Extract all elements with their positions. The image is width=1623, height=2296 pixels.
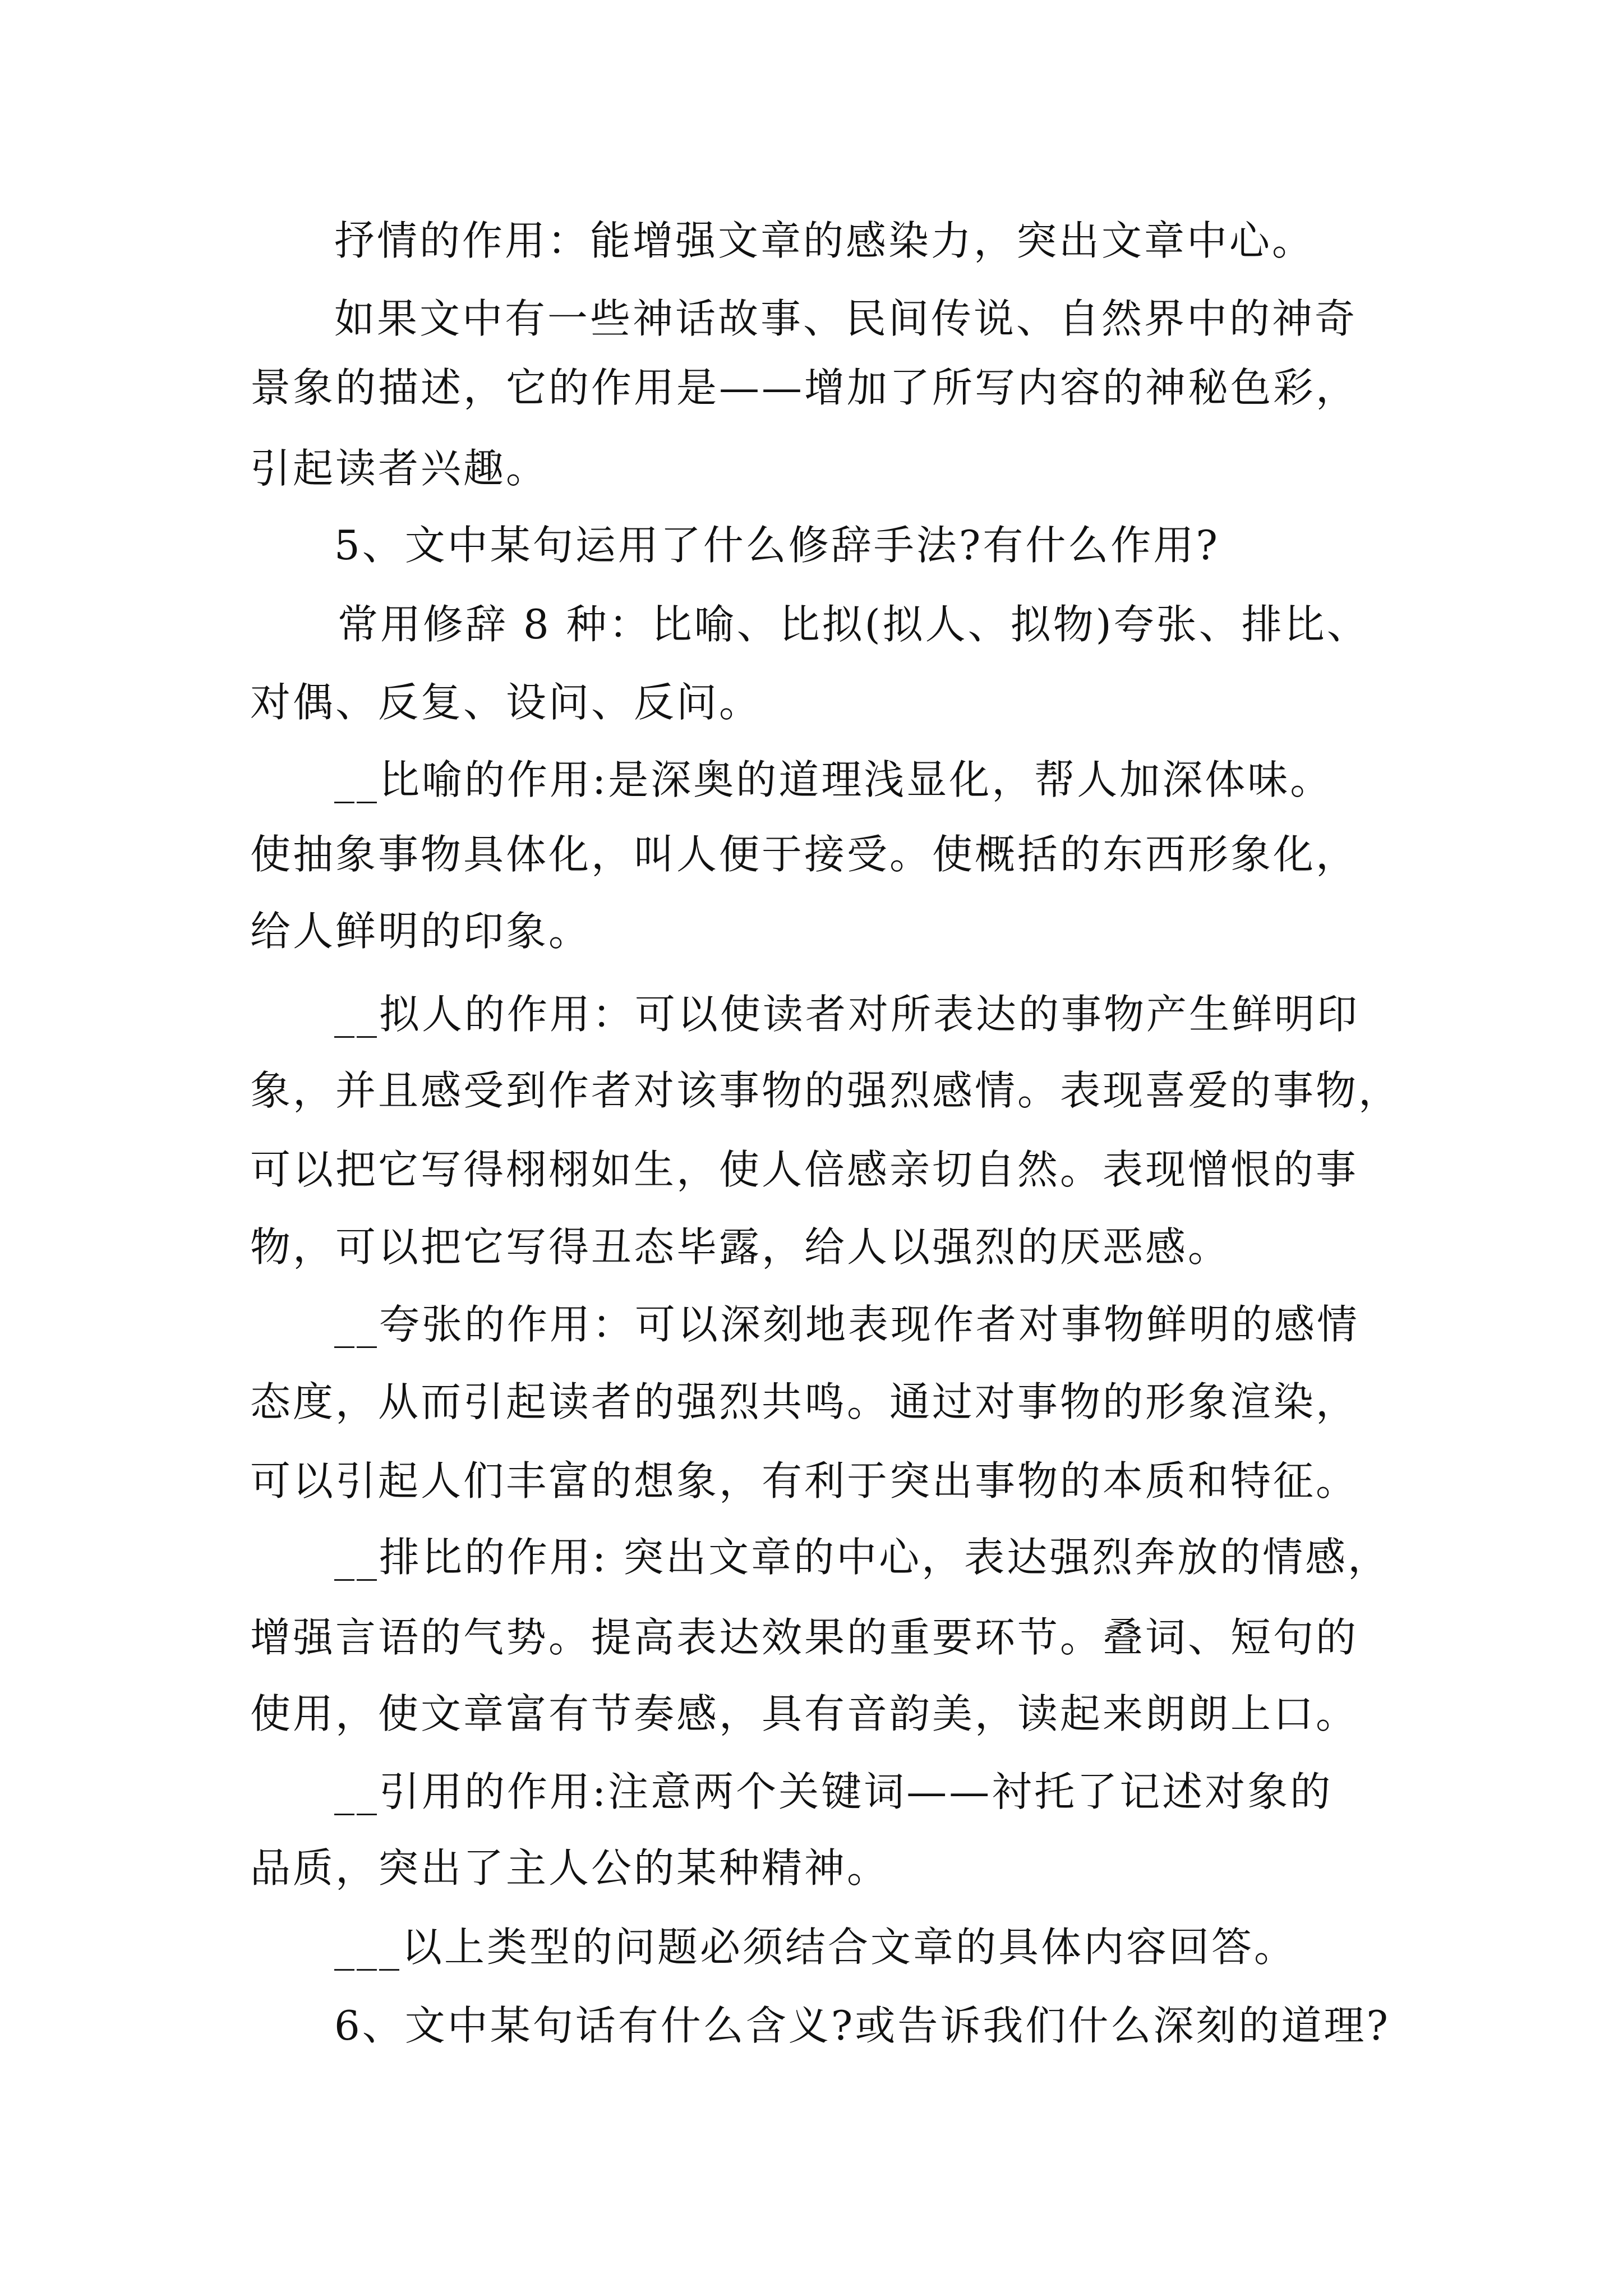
text-line: __比喻的作用:是深奥的道理浅显化，帮人加深体味。	[334, 756, 1333, 803]
text-line: 引起读者兴趣。	[250, 445, 549, 492]
text-line: __引用的作用:注意两个关键词——衬托了记述对象的	[334, 1768, 1333, 1815]
text-line: 对偶、反复、设问、反问。	[250, 679, 762, 726]
text-line: 增强言语的气势。提高表达效果的重要环节。叠词、短句的	[250, 1614, 1359, 1661]
text-line: ___以上类型的问题必须结合文章的具体内容回答。	[334, 1924, 1297, 1971]
text-line: 5、文中某句运用了什么修辞手法?有什么作用?	[334, 522, 1220, 569]
text-line: 品质，突出了主人公的某种精神。	[250, 1844, 890, 1892]
text-line: 态度，从而引起读者的强烈共鸣。通过对事物的形象渲染，	[250, 1378, 1359, 1425]
text-line: 给人鲜明的印象。	[250, 908, 592, 955]
text-line: 如果文中有一些神话故事、民间传说、自然界中的神奇	[334, 295, 1358, 342]
text-line: __排比的作用: 突出文章的中心，表达强烈奔放的情感，	[334, 1534, 1391, 1581]
text-line: 物，可以把它写得丑态毕露，给人以强烈的厌恶感。	[250, 1223, 1231, 1271]
text-line: 常用修辞 8 种：比喻、比拟(拟人、拟物)夸张、排比、	[338, 601, 1370, 648]
text-line: 使用，使文章富有节奏感，具有音韵美，读起来朗朗上口。	[250, 1690, 1359, 1737]
text-line: __夸张的作用：可以深刻地表现作者对事物鲜明的感情	[334, 1301, 1360, 1348]
text-line: 可以引起人们丰富的想象，有利于突出事物的本质和特征。	[250, 1457, 1359, 1504]
text-line: 景象的描述，它的作用是——增加了所写内容的神秘色彩，	[250, 364, 1359, 411]
text-line: 使抽象事物具体化，叫人便于接受。使概括的东西形象化，	[250, 831, 1359, 878]
text-line: 可以把它写得栩栩如生，使人倍感亲切自然。表现憎恨的事	[250, 1146, 1359, 1193]
text-line: 抒情的作用：能增强文章的感染力，突出文章中心。	[334, 217, 1315, 264]
text-line: 6、文中某句话有什么含义?或告诉我们什么深刻的道理?	[334, 2002, 1391, 2049]
text-line: __拟人的作用：可以使读者对所表达的事物产生鲜明印	[334, 991, 1360, 1038]
text-line: 象，并且感受到作者对该事物的强烈感情。表现喜爱的事物，	[250, 1067, 1401, 1114]
